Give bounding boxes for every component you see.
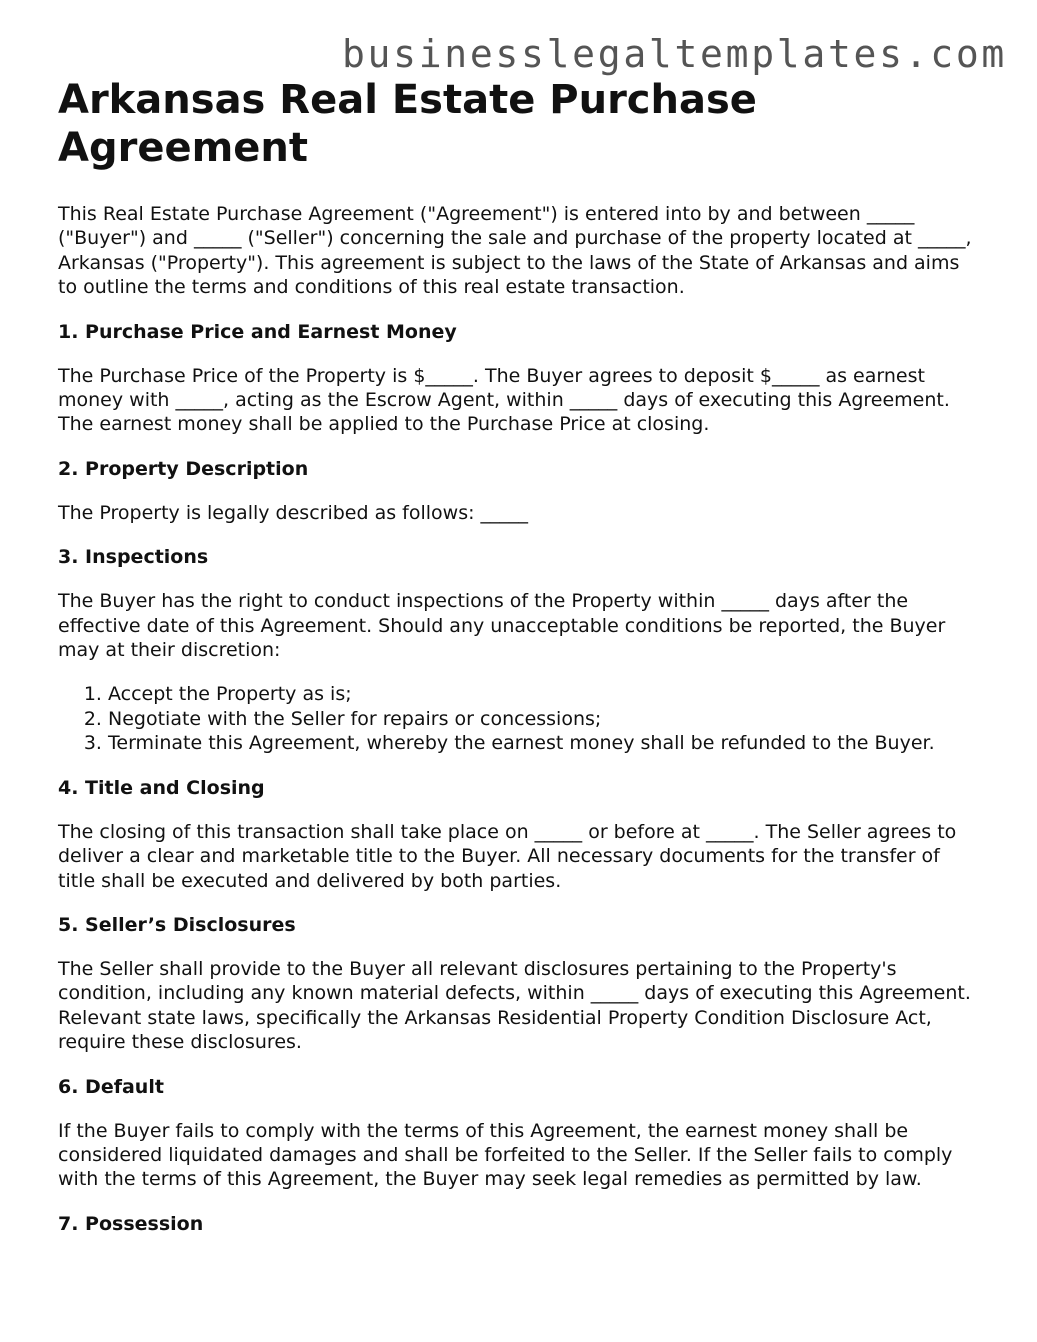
section-heading: 6. Default [58,1075,164,1098]
section-heading: 1. Purchase Price and Earnest Money [58,320,457,343]
section-heading: 2. Property Description [58,457,309,480]
section-body: If the Buyer fails to comply with the terms of this Agreement, the earnest money shall be considered liquidated damages and shall be forfeited to the Seller. If the Seller fails to comply with the terms of this Agreement, the Buyer may seek legal remedies as permitted by law. [58,1119,953,1191]
section-heading: 5. Seller’s Disclosures [58,913,296,936]
section-heading: 3. Inspections [58,546,209,569]
intro-paragraph: This Real Estate Purchase Agreement ("Agreement") is entered into by and between _____ ("Buyer") and _____ ("Seller") concerning the sale and purchase of the property located at _____, Arkansas ("Property"). This agreement is subject to the laws of the State of Arkansas and aims to outline the terms and conditions of this real estate transaction. [58,203,972,299]
section-heading: 7. Possession [58,1212,204,1235]
list-item: 3. Terminate this Agreement, whereby the earnest money shall be refunded to the Buyer. [108,731,978,755]
list-item: 2. Negotiate with the Seller for repairs or concessions; [108,707,978,731]
section-body: The Purchase Price of the Property is $_____. The Buyer agrees to deposit $_____ as earnest money with _____, acting as the Escrow Agent, within _____ days of executing this Agreement. The earnest money shall be applied to the Purchase Price at closing. [58,364,950,436]
section-body: The closing of this transaction shall take place on _____ or before at _____. The Seller agrees to deliver a clear and marketable title to the Buyer. All necessary documents for the transfer of title shall be executed and delivered by both parties. [58,820,957,892]
document-title: Arkansas Real Estate Purchase Agreement [58,77,757,171]
list-item: 1. Accept the Property as is; [108,682,978,706]
watermark: businesslegaltemplates.com [341,32,1007,76]
section-body: The Buyer has the right to conduct inspections of the Property within _____ days after the effective date of this Agreement. Should any unacceptable conditions be reported, the Buyer may at their discretion: [58,590,946,662]
section-body: The Property is legally described as follows: _____ [58,501,529,524]
section-body: The Seller shall provide to the Buyer all relevant disclosures pertaining to the Property's condition, including any known material defects, within _____ days of executing this Agreement. Relevant state laws, specifically the Arkansas Residential Property Condition Disclosure Act, require these disclosures. [58,957,971,1054]
section-heading: 4. Title and Closing [58,776,265,799]
inspection-options-list [58,682,978,755]
document-page [58,76,978,1236]
